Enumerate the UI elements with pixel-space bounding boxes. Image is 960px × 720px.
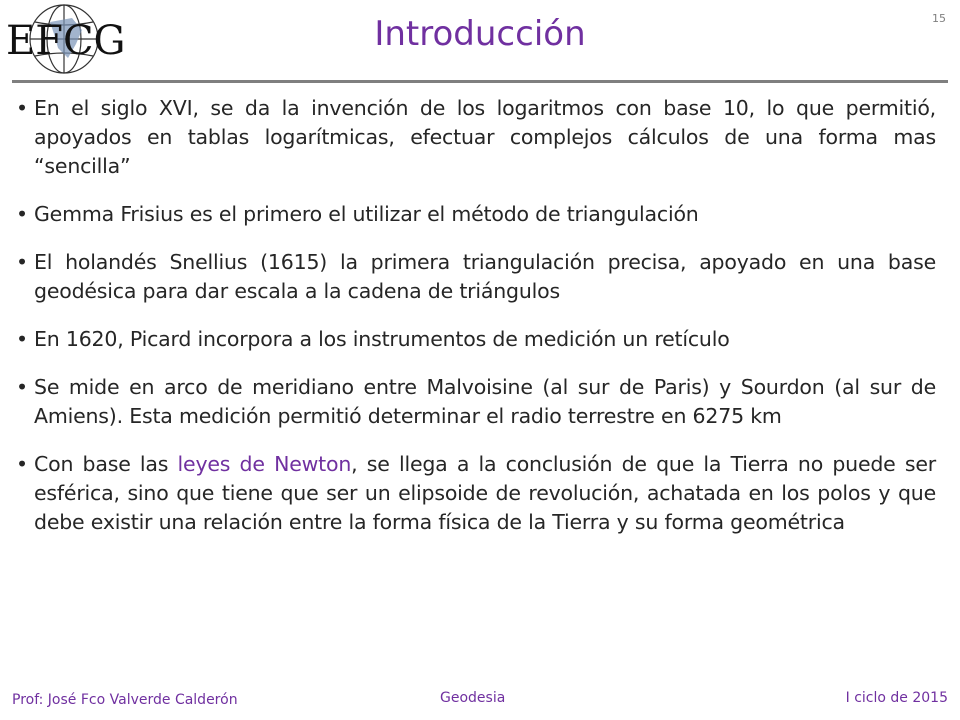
logo-lettering: EFCG	[6, 18, 126, 64]
footer-author: Prof: José Fco Valverde Calderón	[12, 692, 238, 708]
bullet-item	[16, 94, 936, 181]
bullet-item	[16, 200, 936, 229]
newton-laws-highlight: leyes de Newton	[177, 452, 352, 476]
bullet-dot-icon: •	[16, 96, 28, 120]
footer-course: Geodesia	[440, 690, 506, 706]
bullet-text: El holandés Snellius (1615) la primera triangulación precisa, apoyado en una base geodésica para dar escala a la cadena de triángulos	[34, 250, 936, 303]
title-divider	[12, 80, 948, 83]
slide-title: Introducción	[374, 14, 586, 54]
bullet-item	[16, 248, 936, 306]
bullet-text-after: , se llega a la conclusión de que la Tierra no puede ser esférica, sino que tiene que ser un elipsoide de revolución, achatada en los polos y que debe existir una relación entre la forma física de la Tierra y su forma geométrica	[34, 452, 936, 534]
bullet-text: En el siglo XVI, se da la invención de los logaritmos con base 10, lo que permitió, apoyados en tablas logarítmicas, efectuar complejos cálculos de una forma mas “sencilla”	[34, 96, 936, 178]
footer-term: I ciclo de 2015	[845, 690, 948, 706]
bullet-dot-icon: •	[16, 250, 28, 274]
bullet-dot-icon: •	[16, 452, 28, 476]
bullet-item	[16, 373, 936, 431]
bullet-item	[16, 325, 936, 354]
bullet-item	[16, 450, 936, 537]
page-number: 15	[932, 12, 946, 25]
bullet-text-before: Con base las	[34, 452, 178, 476]
bullet-text: Se mide en arco de meridiano entre Malvoisine (al sur de Paris) y Sourdon (al sur de Amiens). Esta medición permitió determinar el radio terrestre en 6275 km	[34, 375, 936, 428]
bullet-list	[16, 94, 936, 556]
bullet-text: En 1620, Picard incorpora a los instrumentos de medición un retículo	[34, 327, 730, 351]
bullet-dot-icon: •	[16, 202, 28, 226]
bullet-dot-icon: •	[16, 375, 28, 399]
bullet-text: Gemma Frisius es el primero el utilizar el método de triangulación	[34, 202, 699, 226]
bullet-dot-icon: •	[16, 327, 28, 351]
